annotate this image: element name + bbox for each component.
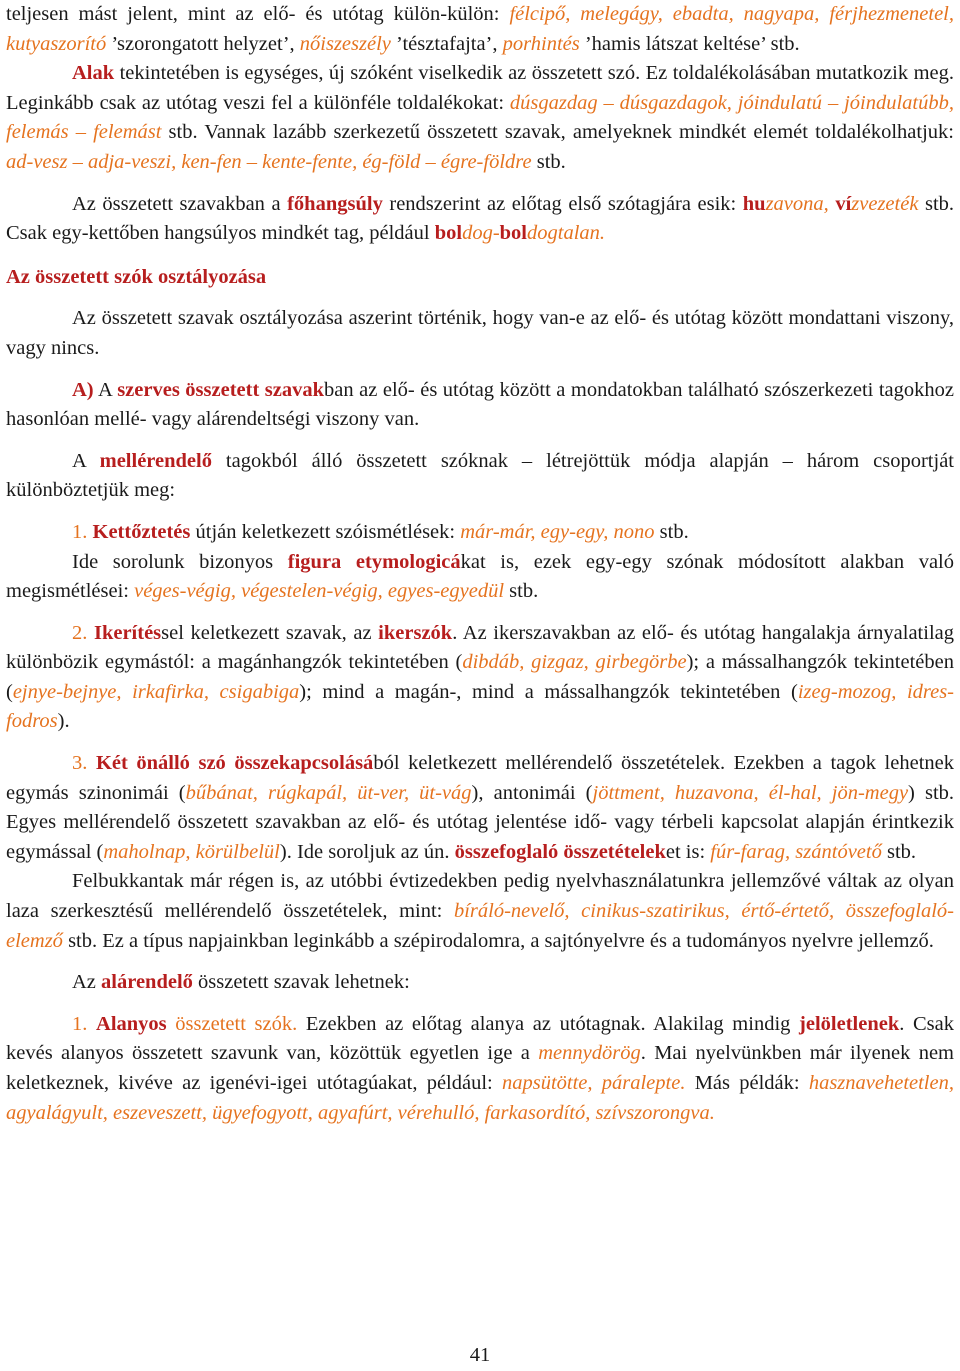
text-run: stb. <box>504 580 539 603</box>
term-text: összefoglaló összetételek <box>454 840 666 863</box>
term-text: hu <box>742 192 766 215</box>
example-text: dúsgazdag – dúsgazdagok, jóindulatú – jóindulatúbb, felemás – felemást <box>6 91 954 144</box>
text-run: stb. <box>531 150 566 173</box>
text-run: tekintetében is egységes, új szóként viselkedik az összetett szó. Ez toldalékolásában mutatkozik meg. Leginkább csak az utótag veszi fel a különféle toldalékokat: <box>6 62 954 114</box>
text-run: stb. Csak egy-kettőben hangsúlyos mindkét tag, például <box>6 192 955 245</box>
example-text: ad-vesz – adja-veszi, ken-fen – kente-fente, ég-föld – égre-földre <box>6 150 532 173</box>
example-text: napsütötte, páralepte. <box>501 1072 686 1094</box>
example-text: véges-végig, végestelen-végig, egyes-egyedül <box>134 580 505 603</box>
example-text: hasznavehetetlen, agyalágyult, eszeveszett, ügyefogyott, agyafúrt, vérehulló, farkasordító, szívszorongva. <box>6 1072 954 1124</box>
text-run: stb. <box>654 520 689 543</box>
text-run: ). Ide soroljuk az ún. <box>279 840 455 863</box>
text-run: 3. <box>72 752 96 775</box>
paragraph <box>6 749 954 867</box>
text-run: kat is, ezek egy-egy szónak módosított alakban való megismétlései: <box>6 550 954 603</box>
term-text: mellérendelő <box>99 449 212 472</box>
example-text: dogtalan. <box>527 222 606 245</box>
text-run: ’szorongatott helyzet’, <box>106 32 300 55</box>
text-run: rendszerint az előtag első szótagjára esik: <box>382 192 743 215</box>
paragraph <box>6 447 954 506</box>
text-run: teljesen mást jelent, mint az elő- és utótag külön-külön: <box>6 3 510 25</box>
text-run: ); a mássalhangzók tekintetében ( <box>6 651 954 703</box>
text-run: 1. <box>72 520 93 543</box>
paragraph <box>6 376 954 435</box>
example-text: dibdáb, gizgaz, girbegörbe <box>462 651 687 674</box>
text-run: . Csak kevés alanyos összetett szavunk van, közöttük egyetlen ige a <box>6 1012 955 1065</box>
term-text: Alanyos <box>96 1012 167 1035</box>
term-text: A) <box>72 378 94 401</box>
example-text: dog- <box>462 222 500 245</box>
example-text: bűbánat, rúgkapál, üt-ver, üt-vág <box>185 781 472 804</box>
term-text: Alak <box>72 62 115 85</box>
term-text: ikerszók <box>378 621 453 644</box>
text-run: stb. Vannak lazább szerkezetű összetett szavak, amelyeknek mindkét elemét toldalékolhatjuk: <box>161 121 954 144</box>
page-number: 41 <box>469 1344 491 1366</box>
text-run: . Mai nyelvünkben már ilyenek nem keletkeznek, kivéve az igenévi-igei utótagúakat, például: <box>6 1042 954 1094</box>
paragraph <box>6 867 954 956</box>
example-text: porhintés <box>502 32 580 55</box>
example-text: fúr-farag, szántóvető <box>710 840 882 863</box>
text-run: ból keletkezett mellérendelő összetételek. Ezekben a tagok lehetnek egymás szinonimái ( <box>6 752 954 804</box>
text-run: Az összetett szavak osztályozása aszerint történik, hogy van-e az elő- és utótag között mondattani viszony, vagy nincs. <box>6 307 954 359</box>
term-text: Kettőztetés <box>92 520 191 543</box>
paragraph <box>6 59 954 177</box>
text-run: 1. <box>72 1012 97 1035</box>
text-run: Az <box>72 971 102 994</box>
term-text: főhangsúly <box>287 192 383 215</box>
text-run: stb. Ez a típus napjainkban leginkább a szépirodalomra, a sajtónyelvre és a tudományos nyelvre jellemző. <box>62 929 934 952</box>
example-text: félcipő, melegágy, ebadta, nagyapa, férjhezmenetel, kutyaszorító <box>6 3 954 55</box>
text-run: Az összetett szók osztályozása <box>6 265 267 288</box>
text-run: et is: <box>665 840 711 863</box>
term-text: bol <box>434 222 463 245</box>
section-heading <box>6 263 954 293</box>
term-text: jelöletlenek <box>799 1012 900 1035</box>
text-run: ’tésztafajta’, <box>390 32 503 55</box>
text-run: Ezekben az előtag alanya az utótagnak. Alakilag mindig <box>297 1012 800 1035</box>
term-text: bol <box>499 222 528 245</box>
text-run: ban az elő- és utótag között a mondatokban található szószerkezeti tagokhoz hasonlóan mellé- vagy alárendeltségi viszony van. <box>6 378 954 431</box>
text-run: Más példák: <box>685 1072 809 1094</box>
example-text: már-már, egy-egy, nono <box>460 520 655 543</box>
example-text: bíráló-nevelő, cinikus-szatirikus, értő-értető, összefoglaló-elemző <box>6 900 954 952</box>
example-text: zavona, <box>765 192 836 215</box>
text-run: stb. <box>881 840 917 863</box>
text-run: ), antonimái ( <box>471 781 593 804</box>
term-text: szerves összetett szavak <box>117 378 325 401</box>
text-run: A <box>72 449 100 472</box>
term-text: Két önálló szó összekapcsolásá <box>95 752 374 775</box>
example-text: ejnye-bejnye, irkafirka, csigabiga <box>12 680 300 703</box>
term-text: ví <box>835 192 852 215</box>
example-text: jöttment, huzavona, él-hal, jön-megy <box>592 781 909 804</box>
text-run: összetett szavak lehetnek: <box>192 971 410 994</box>
text-run: ). <box>57 710 70 733</box>
text-run: ); mind a magán-, mind a mássalhangzók tekintetében ( <box>299 680 798 703</box>
term-text: alárendelő <box>101 971 193 994</box>
paragraph <box>6 518 954 548</box>
text-run: . Az ikerszavakban az elő- és utótag hangalakja árnyalatilag különbözik egymástól: a magánhangzók tekintetében ( <box>6 621 954 674</box>
document-body <box>6 0 954 1128</box>
text-run: A <box>93 378 118 401</box>
example-text: maholnap, körülbelül <box>103 840 280 863</box>
example-text: mennydörög <box>538 1042 641 1065</box>
paragraph <box>6 190 954 249</box>
text-run: tagokból álló összetett szóknak – létrejöttük módja alapján – három csoportját különböztetjük meg: <box>6 449 954 502</box>
text-run: Felbukkantak már régen is, az utóbbi évtizedekben pedig nyelvhasználatunkra jellemzővé váltak az olyan laza szerkesztésű mellérendelő összetételek, mint: <box>6 870 954 923</box>
paragraph <box>6 1010 954 1128</box>
text-run: ) stb. Egyes mellérendelő összetett szavakban az elő- és utótag jelentése idő- vagy térbeli kapcsolat alapján érintkezik egymással ( <box>6 781 955 863</box>
text-run: 2. <box>72 621 94 644</box>
paragraph <box>6 968 954 998</box>
text-run: ’hamis látszat keltése’ stb. <box>579 32 800 55</box>
example-text: zvezeték <box>851 192 919 215</box>
text-run: útján keletkezett szóismétlések: <box>190 520 461 543</box>
paragraph <box>6 0 954 59</box>
paragraph <box>6 304 954 363</box>
text-run: összetett szók. <box>166 1012 298 1035</box>
paragraph <box>6 548 954 607</box>
example-text: izeg-mozog, idres-fodros <box>6 680 955 733</box>
term-text: Ikerítés <box>93 621 162 644</box>
text-run: Az összetett szavakban a <box>72 192 288 215</box>
term-text: figura etymologicá <box>287 550 461 573</box>
text-run: sel keletkezett szavak, az <box>161 621 379 644</box>
text-run: Ide sorolunk bizonyos <box>72 550 288 573</box>
example-text: nőiszeszély <box>299 32 391 55</box>
paragraph <box>6 619 954 737</box>
